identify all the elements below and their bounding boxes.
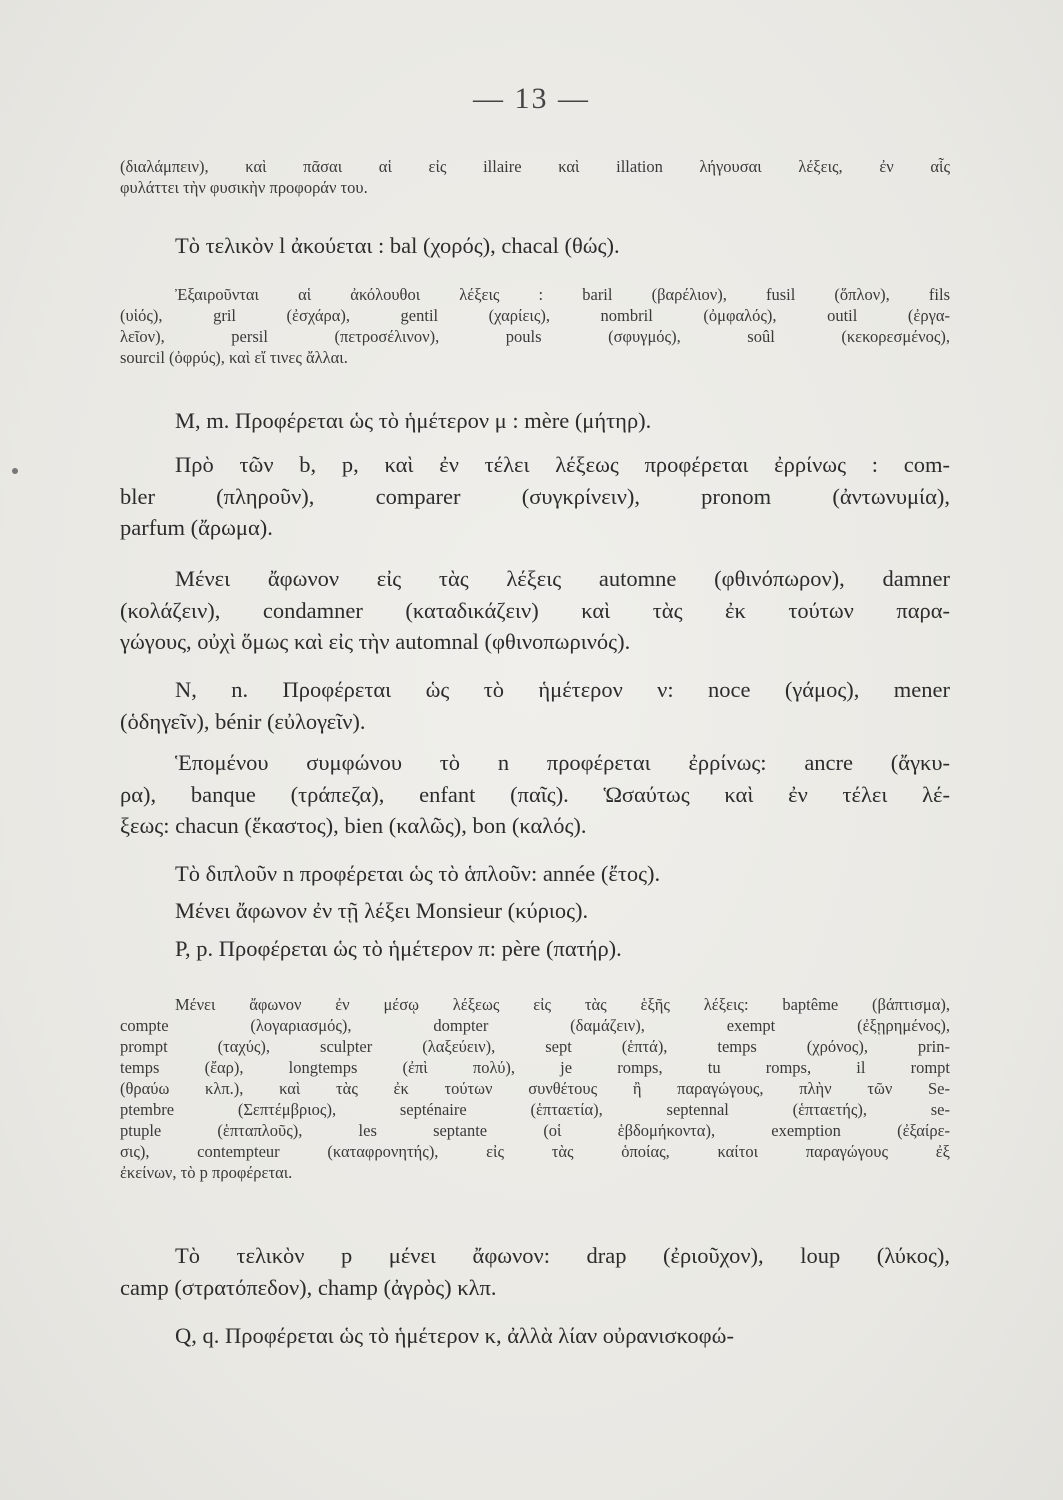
text-line: (υἱός), gril (ἐσχάρα), gentil (χαρίεις), nombril (ὀμφαλός), outil (ἐργα- [120, 306, 950, 325]
text-line: (θραύω κλπ.), καὶ τὰς ἐκ τούτων συνθέτους ἢ παραγώγους, πλὴν τῶν Se- [120, 1079, 950, 1098]
text-line: parfum (ἄρωμα). [120, 515, 273, 540]
text-line: Ἑπομένου συμφώνου τὸ n προφέρεται ἐρρίνως: ancre (ἄγκυ- [175, 750, 950, 775]
paragraph-9 [120, 858, 950, 890]
text-line: Μένει ἄφωνον ἐν τῇ λέξει Monsieur (κύριος). [175, 898, 589, 923]
paragraph-13 [120, 1240, 950, 1303]
paragraph-7 [120, 674, 950, 737]
paragraph-4 [120, 405, 950, 437]
paragraph-6 [120, 563, 950, 658]
text-line: ptuple (ἑπταπλοῦς), les septante (οἱ ἑβδομήκοντα), exemption (ἐξαίρε- [120, 1121, 950, 1140]
paragraph-14 [120, 1320, 950, 1352]
text-line: sourcil (ὀφρύς), καὶ εἴ τινες ἄλλαι. [120, 348, 348, 367]
paragraph-11 [120, 933, 950, 965]
text-line: Ἐξαιροῦνται αἱ ἀκόλουθοι λέξεις : baril (βαρέλιον), fusil (ὅπλον), fils [175, 285, 950, 304]
paragraph-8 [120, 747, 950, 842]
text-line: φυλάττει τὴν φυσικὴν προφοράν του. [120, 178, 368, 197]
text-line: Πρὸ τῶν b, p, καὶ ἐν τέλει λέξεως προφέρεται ἐρρίνως : com- [175, 452, 950, 477]
text-line: Μένει ἄφωνον εἰς τὰς λέξεις automne (φθινόπωρον), damner [175, 566, 950, 591]
text-line: N, n. Προφέρεται ὡς τὸ ἡμέτερον ν: noce (γάμος), mener [175, 677, 950, 702]
margin-mark [12, 468, 18, 474]
text-line: temps (ἔαρ), longtemps (ἐπὶ πολύ), je romps, tu romps, il rompt [120, 1058, 950, 1077]
paragraph-10 [120, 895, 950, 927]
page-number: — 13 — [473, 82, 590, 115]
text-line: Τὸ διπλοῦν n προφέρεται ὡς τὸ ἁπλοῦν: année (ἔτος). [175, 861, 661, 886]
text-line: (ὁδηγεῖν), bénir (εὐλογεῖν). [120, 708, 366, 734]
text-line: (διαλάμπειν), καὶ πᾶσαι αἱ εἰς illaire καὶ illation λήγουσαι λέξεις, ἐν αἷς [120, 157, 950, 176]
text-line: γώγους, οὐχὶ ὅμως καὶ εἰς τὴν automnal (φθινοπωρινός). [120, 629, 631, 654]
paragraph-12 [120, 994, 950, 1183]
text-line: M, m. Προφέρεται ὡς τὸ ἡμέτερον μ : mère (μήτηρ). [175, 408, 652, 433]
paragraph-2 [120, 230, 950, 262]
text-line: Q, q. Προφέρεται ὡς τὸ ἡμέτερον κ, ἀλλὰ λίαν οὐρανισκοφώ- [175, 1323, 734, 1348]
paragraph-1 [120, 156, 950, 198]
text-line: ξεως: chacun (ἕκαστος), bien (καλῶς), bon (καλός). [120, 813, 587, 838]
paragraph-5 [120, 449, 950, 544]
text-line: λεῖον), persil (πετροσέλινον), pouls (σφυγμός), soûl (κεκορεσμένος), [120, 327, 950, 346]
paragraph-3 [120, 284, 950, 368]
text-line: Τὸ τελικὸν l ἀκούεται : bal (χορός), chacal (θώς). [175, 233, 620, 258]
text-line: Τὸ τελικὸν p μένει ἄφωνον: drap (ἐριοῦχον), loup (λύκος), [175, 1243, 950, 1268]
text-line: ρα), banque (τράπεζα), enfant (παῖς). Ὡσαύτως καὶ ἐν τέλει λέ- [120, 781, 950, 807]
text-line: ptembre (Σεπτέμβριος), septénaire (ἑπταετία), septennal (ἑπταετής), se- [120, 1100, 950, 1119]
text-line: ἐκείνων, τὸ p προφέρεται. [120, 1163, 293, 1182]
text-line: camp (στρατόπεδον), champ (ἀγρὸς) κλπ. [120, 1274, 497, 1300]
text-line: Μένει ἄφωνον ἐν μέσῳ λέξεως εἰς τὰς ἑξῆς λέξεις: baptême (βάπτισμα), [175, 995, 950, 1014]
text-line: σις), contempteur (καταφρονητής), εἰς τὰς ὁποίας, καίτοι παραγώγους ἐξ [120, 1142, 950, 1161]
text-line: (κολάζειν), condamner (καταδικάζειν) καὶ τὰς ἐκ τούτων παρα- [120, 597, 950, 623]
text-line: prompt (ταχύς), sculpter (λαξεύειν), sept (ἑπτά), temps (χρόνος), prin- [120, 1037, 950, 1056]
text-line: P, p. Προφέρεται ὡς τὸ ἡμέτερον π: père (πατήρ). [175, 936, 622, 961]
text-line: compte (λογαριασμός), dompter (δαμάζειν), exempt (ἐξῃρημένος), [120, 1016, 950, 1035]
text-line: bler (πληροῦν), comparer (συγκρίνειν), pronom (ἀντωνυμία), [120, 483, 950, 509]
